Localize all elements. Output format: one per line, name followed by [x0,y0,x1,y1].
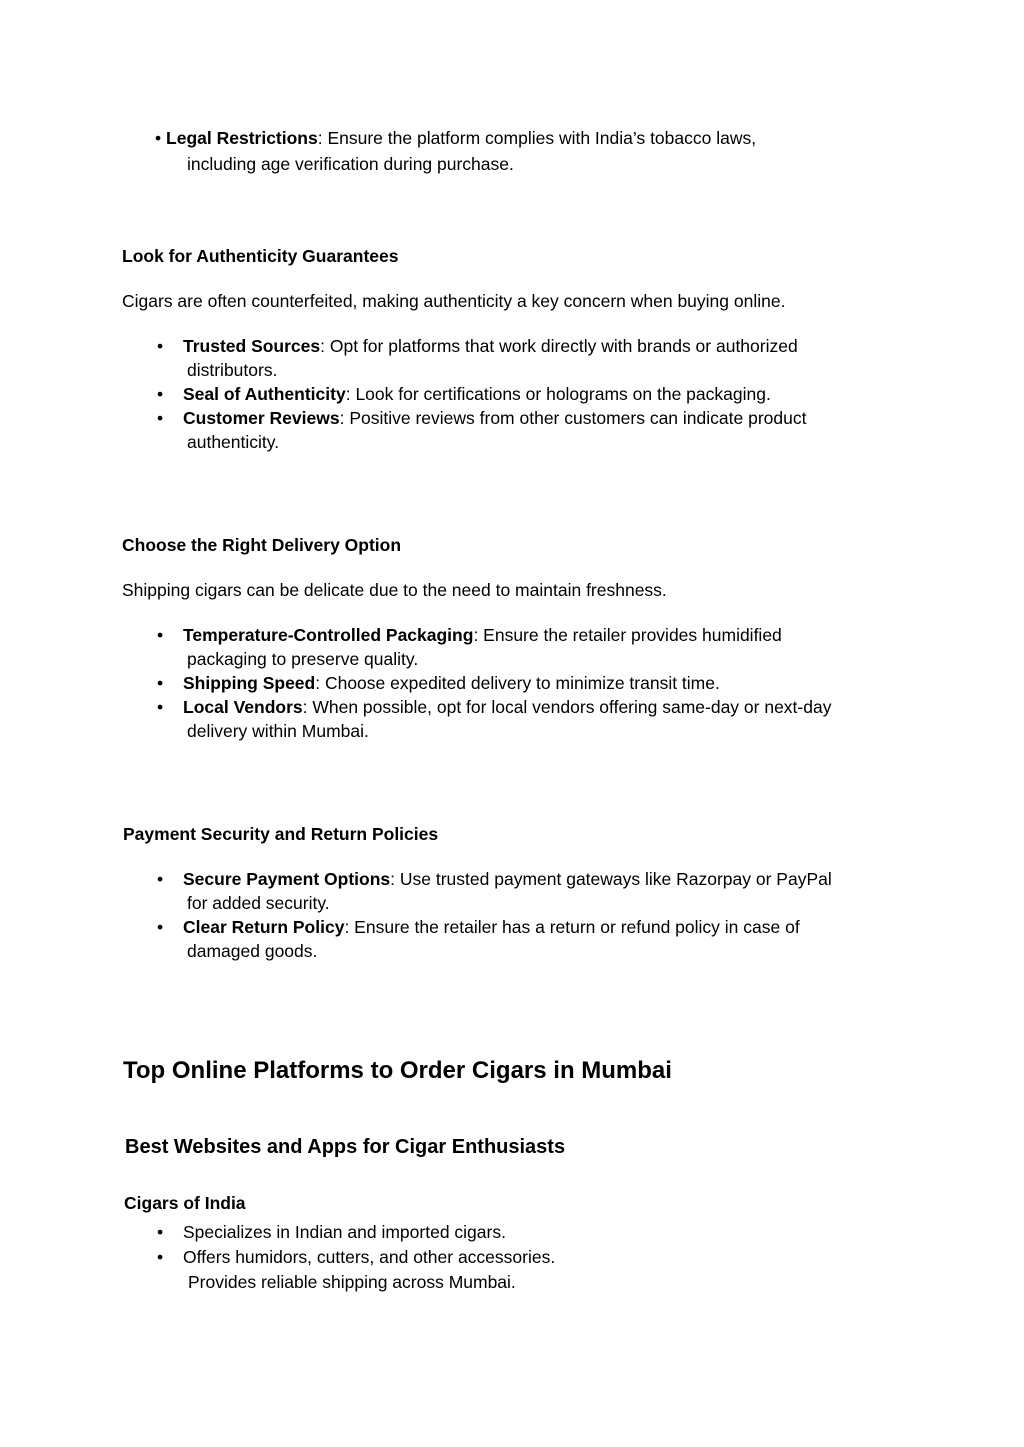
list-item-continuation: for added security. [187,893,330,913]
item-term: Trusted Sources [183,336,321,356]
delivery-heading: Choose the Right Delivery Option [122,535,402,555]
item-text: : Ensure the retailer has a return or refund policy in case of [344,917,800,937]
list-item [183,625,782,646]
list-item [183,384,771,405]
item-text: : Choose expedited delivery to minimize transit time. [315,673,720,693]
item-term: Seal of Authenticity [183,384,346,404]
legal-line-1 [155,128,756,149]
list-item [183,697,831,718]
list-item-continuation: distributors. [187,360,278,380]
item-term: Secure Payment Options [183,869,391,889]
list-item [183,869,832,890]
authenticity-intro: Cigars are often counterfeited, making authenticity a key concern when buying online. [122,291,786,311]
item-text: : When possible, opt for local vendors offering same-day or next-day [302,697,832,717]
item-text: : Ensure the retailer provides humidified [473,625,782,645]
item-text: : Use trusted payment gateways like Razorpay or PayPal [390,869,832,889]
bullet: • [157,384,164,404]
list-item-continuation: authenticity. [187,432,280,452]
bullet: • [157,336,164,356]
platforms-subtitle: Best Websites and Apps for Cigar Enthusiasts [125,1136,566,1158]
payment-heading: Payment Security and Return Policies [123,824,439,844]
item-term: Customer Reviews [183,408,340,428]
item-term: Local Vendors [183,697,303,717]
item-text: : Opt for platforms that work directly with brands or authorized [320,336,798,356]
delivery-intro: Shipping cigars can be delicate due to the need to maintain freshness. [122,580,667,600]
list-item-continuation: packaging to preserve quality. [187,649,419,669]
list-item [183,336,798,357]
bullet: • [157,1222,164,1242]
bullet: • [157,1247,164,1267]
list-item [183,673,720,694]
bullet: • [157,673,164,693]
bullet: • [157,917,164,937]
vendor-name: Cigars of India [124,1193,246,1213]
list-item [183,917,800,938]
legal-line-2: including age verification during purchase. [187,154,514,174]
list-item [183,408,806,429]
item-term: Temperature-Controlled Packaging [183,625,474,645]
bullet: • [157,625,164,645]
legal-term: Legal Restrictions [166,128,318,148]
list-item-continuation: damaged goods. [187,941,318,961]
authenticity-heading: Look for Authenticity Guarantees [122,246,399,266]
item-term: Clear Return Policy [183,917,345,937]
legal-text: : Ensure the platform complies with India’s tobacco laws, [317,128,757,148]
list-item: Offers humidors, cutters, and other accessories. [183,1247,556,1267]
platforms-title: Top Online Platforms to Order Cigars in Mumbai [123,1057,672,1084]
list-item-continuation: Provides reliable shipping across Mumbai. [188,1272,516,1292]
item-term: Shipping Speed [183,673,316,693]
bullet: • [155,128,162,148]
item-text: : Look for certifications or holograms on the packaging. [345,384,771,404]
list-item-continuation: delivery within Mumbai. [187,721,369,741]
list-item: Specializes in Indian and imported cigars. [183,1222,506,1242]
bullet: • [157,697,164,717]
item-text: : Positive reviews from other customers can indicate product [339,408,807,428]
bullet: • [157,408,164,428]
bullet: • [157,869,164,889]
